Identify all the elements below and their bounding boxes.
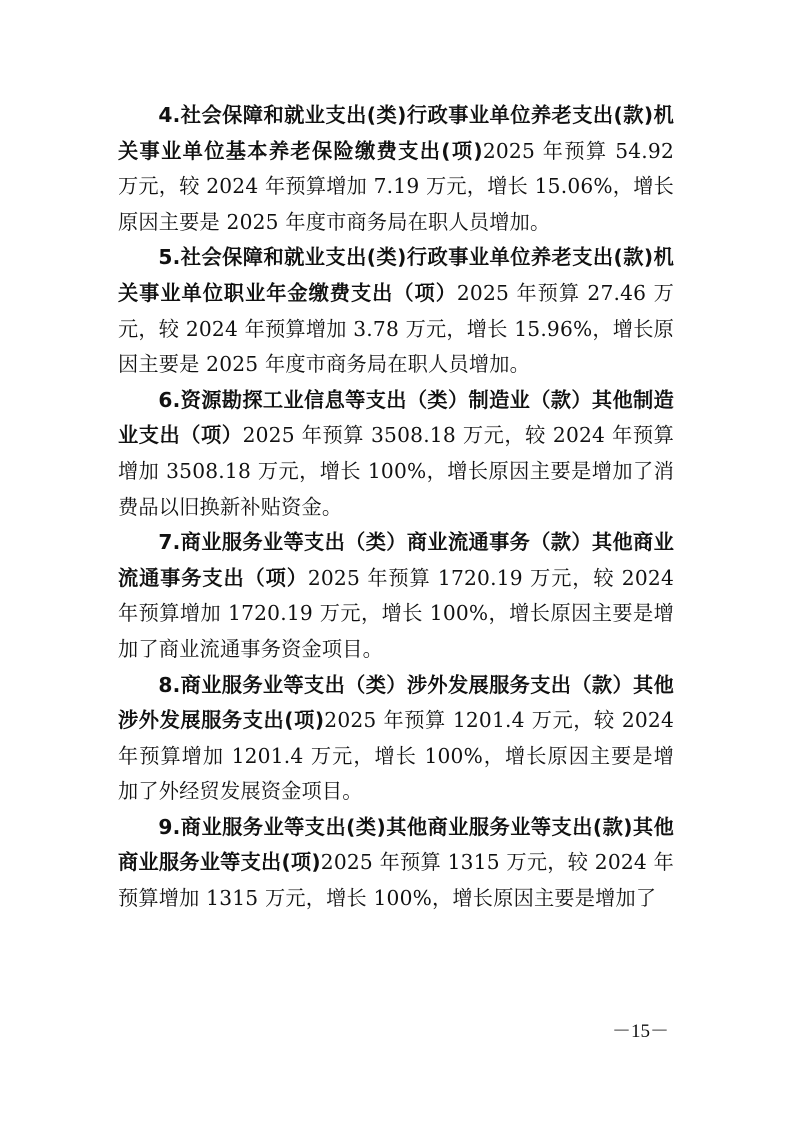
paragraph-heading: 9.商业服务业等支出(类)其他商业服务业等支出(款)其他商业服务业等支出(项) bbox=[118, 814, 674, 875]
paragraph-heading: 6.资源勘探工业信息等支出（类）制造业（款）其他制造业支出（项） bbox=[118, 387, 674, 448]
paragraph-heading: 7.商业服务业等支出（类）商业流通事务（款）其他商业流通事务支出（项） bbox=[118, 530, 674, 590]
paragraph-item-9 bbox=[118, 810, 674, 917]
paragraph-body: 2025 年预算 1720.19 万元，较 2024 年预算增加 1720.19 万元，增长 100%，增长原因主要是增加了商业流通事务资金项目。 bbox=[118, 565, 674, 661]
paragraph-item-5 bbox=[118, 240, 674, 382]
paragraph-body: 2025 年预算 1201.4 万元，较 2024 年预算增加 1201.4 万元，增长 100%，增长原因主要是增加了外经贸发展资金项目。 bbox=[118, 708, 675, 804]
paragraph-body: 2025 年预算 54.92 万元，较 2024 年预算增加 7.19 万元，增长 15.06%，增长原因主要是 2025 年度市商务局在职人员增加。 bbox=[118, 138, 674, 234]
page-number: －15－ bbox=[612, 1021, 670, 1042]
paragraph-item-4 bbox=[118, 98, 674, 240]
paragraph-item-6 bbox=[118, 383, 674, 525]
paragraph-heading: 8.商业服务业等支出（类）涉外发展服务支出（款）其他涉外发展服务支出(项) bbox=[118, 672, 674, 733]
paragraph-heading: 5.社会保障和就业支出(类)行政事业单位养老支出(款)机关事业单位职业年金缴费支出（项） bbox=[118, 245, 674, 305]
paragraph-body: 2025 年预算 1315 万元，较 2024 年预算增加 1315 万元，增长 100%，增长原因主要是增加了 bbox=[118, 850, 675, 911]
paragraph-item-8 bbox=[118, 668, 674, 810]
paragraph-body: 2025 年预算 27.46 万元，较 2024 年预算增加 3.78 万元，增长 15.96%，增长原因主要是 2025 年度市商务局在职人员增加。 bbox=[118, 280, 674, 377]
paragraph-item-7 bbox=[118, 525, 674, 667]
page-content bbox=[118, 98, 674, 917]
paragraph-heading: 4.社会保障和就业支出(类)行政事业单位养老支出(款)机关事业单位基本养老保险缴费支出(项) bbox=[118, 103, 674, 163]
paragraph-body: 2025 年预算 3508.18 万元，较 2024 年预算增加 3508.18 万元，增长 100%，增长原因主要是增加了消费品以旧换新补贴资金。 bbox=[118, 423, 674, 519]
